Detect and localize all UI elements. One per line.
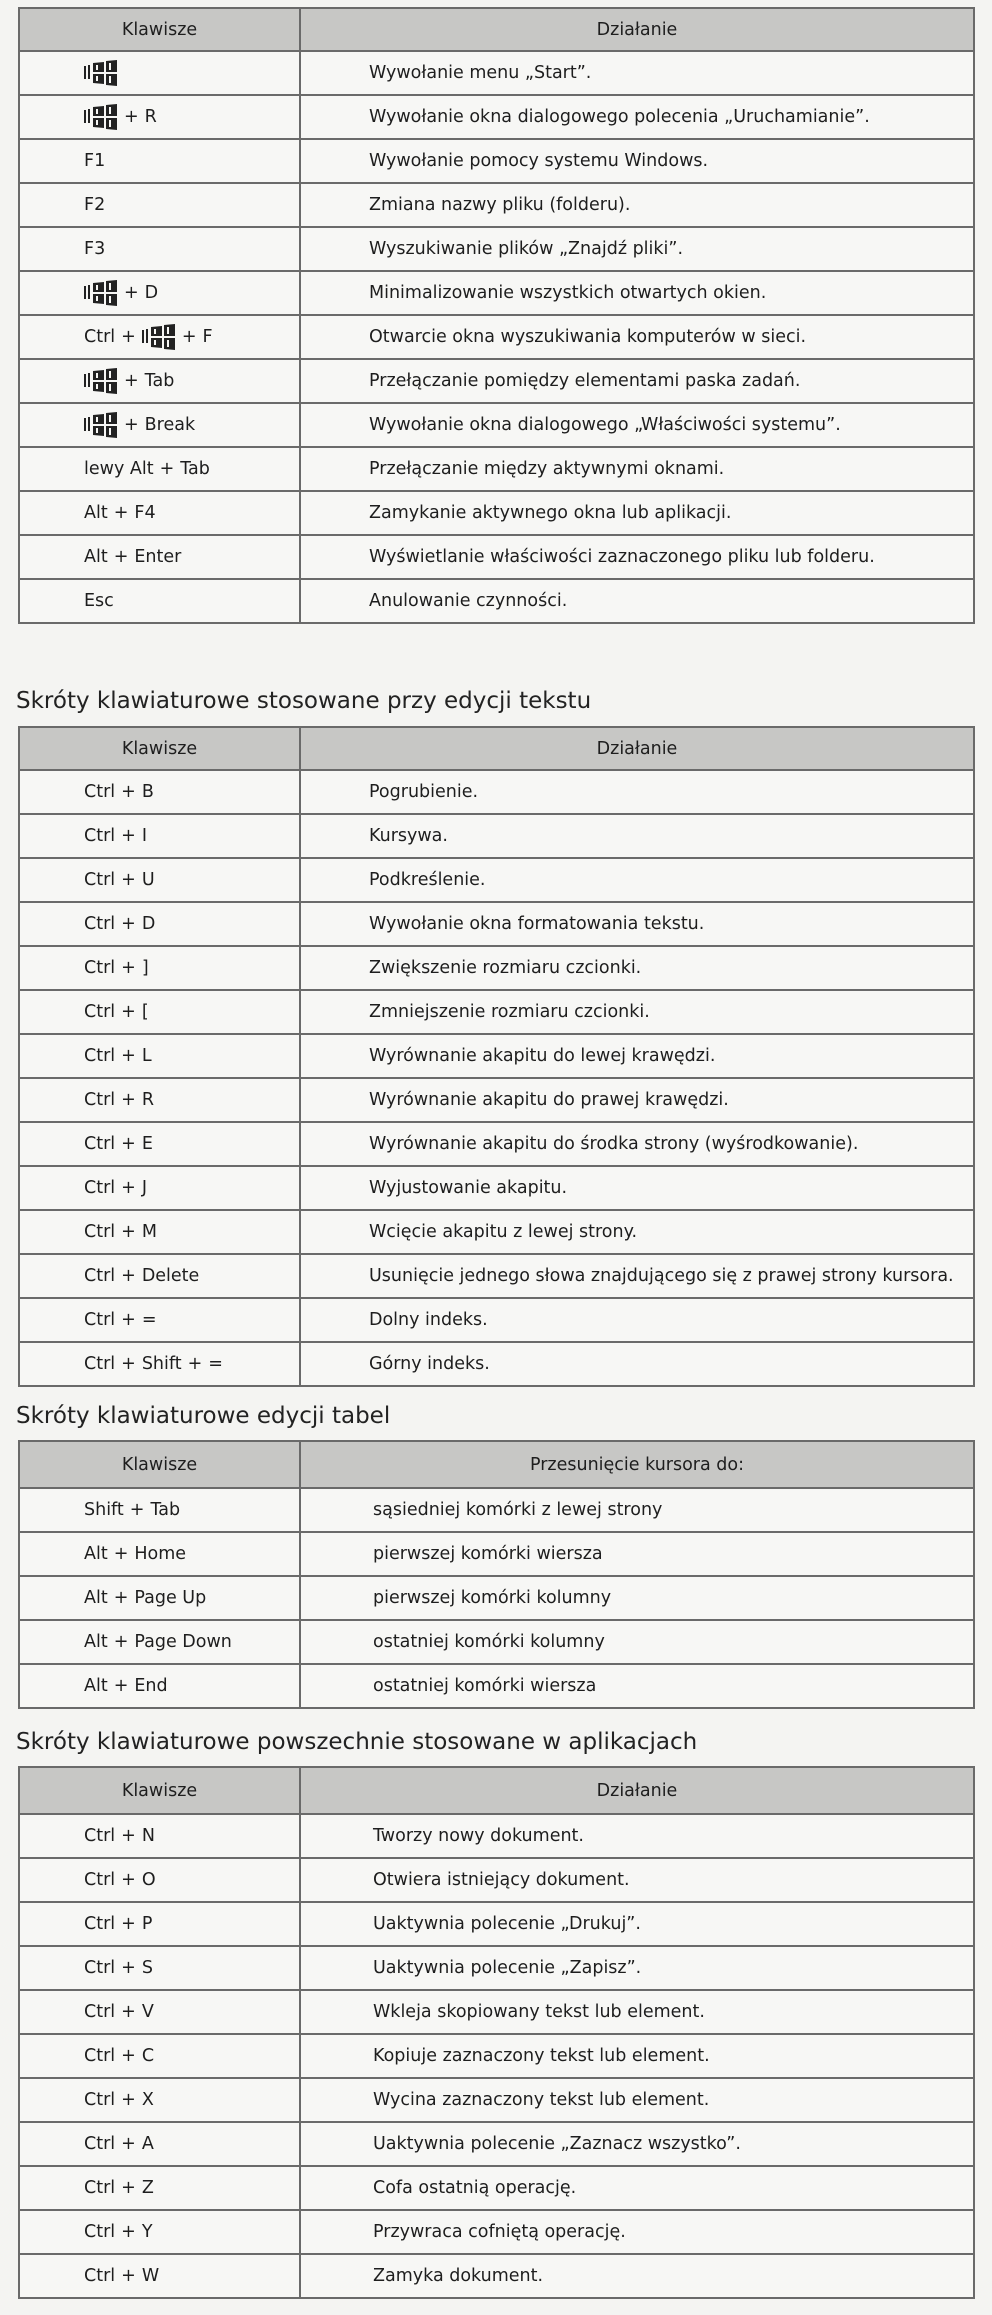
key-label: Ctrl (84, 1134, 116, 1154)
shortcut-keys (19, 2122, 300, 2166)
plus-separator: + (121, 1310, 136, 1330)
key-label: Ctrl (84, 1354, 116, 1374)
shortcut-keys (19, 315, 300, 359)
table-row (19, 1298, 974, 1342)
key-label: Page Up (134, 1588, 207, 1608)
text-editing-shortcuts-table (18, 726, 975, 1387)
shortcut-keys (19, 990, 300, 1034)
table-row (19, 1946, 974, 1990)
shortcut-keys (19, 1902, 300, 1946)
key-label: Alt (84, 547, 108, 567)
shortcut-action: Wcięcie akapitu z lewej strony. (300, 1210, 974, 1254)
key-label: F3 (84, 239, 106, 259)
shortcut-keys (19, 2166, 300, 2210)
table-row (19, 51, 974, 95)
shortcut-action: Wywołanie pomocy systemu Windows. (300, 139, 974, 183)
plus-separator: + (121, 2002, 136, 2022)
shortcut-action: Kopiuje zaznaczony tekst lub element. (300, 2034, 974, 2078)
shortcut-action: Otwiera istniejący dokument. (300, 1858, 974, 1902)
key-label: Shift (141, 1354, 182, 1374)
key-label: Shift (84, 1500, 124, 1520)
key-label: Ctrl (84, 1266, 116, 1286)
shortcut-keys (19, 1990, 300, 2034)
plus-separator: + (121, 2222, 136, 2242)
column-header-keys: Klawisze (19, 727, 300, 770)
windows-key-icon (84, 411, 118, 439)
table-row (19, 1620, 974, 1664)
key-label: Z (141, 2178, 154, 2198)
plus-separator: + (113, 1676, 129, 1696)
table-row (19, 1254, 974, 1298)
shortcut-action: Wycina zaznaczony tekst lub element. (300, 2078, 974, 2122)
key-label: Ctrl (84, 1178, 116, 1198)
key-label: A (141, 2134, 154, 2154)
plus-separator: + (121, 1870, 136, 1890)
plus-separator: + (121, 914, 136, 934)
key-label: Esc (84, 591, 114, 611)
key-label: Page Down (134, 1632, 232, 1652)
table-row (19, 2166, 974, 2210)
key-label: X (141, 2090, 154, 2110)
shortcut-keys (19, 51, 300, 95)
shortcut-action: Otwarcie okna wyszukiwania komputerów w sieci. (300, 315, 974, 359)
table-row (19, 1576, 974, 1620)
shortcut-keys (19, 770, 300, 814)
key-label: O (141, 1870, 156, 1890)
key-label: Ctrl (84, 1222, 116, 1242)
shortcut-action: Zamykanie aktywnego okna lub aplikacji. (300, 491, 974, 535)
plus-separator: + (113, 503, 129, 523)
key-label: Ctrl (84, 1310, 116, 1330)
shortcut-action: Wyszukiwanie plików „Znajdź pliki”. (300, 227, 974, 271)
shortcut-action: Wyrównanie akapitu do środka strony (wyśrodkowanie). (300, 1122, 974, 1166)
table-row (19, 814, 974, 858)
key-label: Ctrl (84, 914, 116, 934)
key-label: Ctrl (84, 2178, 116, 2198)
shortcut-action: ostatniej komórki kolumny (300, 1620, 974, 1664)
column-header-action: Przesunięcie kursora do: (300, 1441, 974, 1488)
shortcut-keys (19, 946, 300, 990)
shortcut-action: Podkreślenie. (300, 858, 974, 902)
column-header-action: Działanie (300, 1767, 974, 1814)
plus-separator: + (121, 2178, 136, 2198)
table-row (19, 1814, 974, 1858)
key-label: Ctrl (84, 2266, 116, 2286)
key-label: Ctrl (84, 782, 116, 802)
table-row (19, 2078, 974, 2122)
table-header-row (19, 1441, 974, 1488)
shortcut-action: Pogrubienie. (300, 770, 974, 814)
shortcut-action: sąsiedniej komórki z lewej strony (300, 1488, 974, 1532)
key-label: Ctrl (84, 2046, 116, 2066)
table-header-row (19, 727, 974, 770)
table-header-row (19, 8, 974, 51)
table-row (19, 315, 974, 359)
shortcut-keys (19, 139, 300, 183)
shortcut-keys (19, 579, 300, 623)
shortcut-action: Wyświetlanie właściwości zaznaczonego pliku lub folderu. (300, 535, 974, 579)
plus-separator: + (124, 283, 139, 303)
shortcut-keys (19, 95, 300, 139)
table-row (19, 579, 974, 623)
table-row (19, 491, 974, 535)
key-label: B (141, 782, 154, 802)
shortcut-keys (19, 2254, 300, 2298)
key-label: F1 (84, 151, 106, 171)
key-label: N (141, 1826, 155, 1846)
key-label: Ctrl (84, 870, 116, 890)
key-label: End (134, 1676, 168, 1696)
shortcut-action: Zwiększenie rozmiaru czcionki. (300, 946, 974, 990)
plus-separator: + (121, 1826, 136, 1846)
table-row (19, 139, 974, 183)
shortcut-action: Zmniejszenie rozmiaru czcionki. (300, 990, 974, 1034)
table-row (19, 1034, 974, 1078)
table-editing-shortcuts-table (18, 1440, 975, 1709)
table-row (19, 770, 974, 814)
shortcut-action: Przywraca cofniętą operację. (300, 2210, 974, 2254)
table-row (19, 271, 974, 315)
shortcut-keys (19, 2210, 300, 2254)
table-row (19, 1858, 974, 1902)
shortcut-keys (19, 2078, 300, 2122)
plus-separator: + (113, 1632, 129, 1652)
windows-key-icon (84, 59, 118, 87)
key-label: S (141, 1958, 153, 1978)
table-row (19, 2122, 974, 2166)
plus-separator: + (121, 1090, 136, 1110)
table-row (19, 1902, 974, 1946)
shortcut-keys (19, 535, 300, 579)
shortcut-keys (19, 1166, 300, 1210)
key-label: Alt (84, 1544, 108, 1564)
shortcut-keys (19, 1858, 300, 1902)
key-label: I (141, 826, 147, 846)
shortcut-keys (19, 1210, 300, 1254)
shortcut-action: Uaktywnia polecenie „Drukuj”. (300, 1902, 974, 1946)
section-title-text-editing: Skróty klawiaturowe stosowane przy edycji tekstu (16, 688, 592, 714)
key-label: Delete (141, 1266, 200, 1286)
plus-separator: + (121, 870, 136, 890)
plus-separator: + (113, 1588, 129, 1608)
windows-key-icon (84, 279, 118, 307)
table-row (19, 1532, 974, 1576)
key-label: R (141, 1090, 154, 1110)
key-label: Y (141, 2222, 153, 2242)
shortcut-action: Wyrównanie akapitu do prawej krawędzi. (300, 1078, 974, 1122)
shortcut-keys (19, 359, 300, 403)
key-label: E (141, 1134, 153, 1154)
key-label: Alt (84, 1588, 108, 1608)
plus-separator: + (121, 2134, 136, 2154)
shortcut-action: Uaktywnia polecenie „Zaznacz wszystko”. (300, 2122, 974, 2166)
key-label: M (141, 1222, 157, 1242)
column-header-keys: Klawisze (19, 1441, 300, 1488)
plus-separator: + (121, 1266, 136, 1286)
shortcut-keys (19, 447, 300, 491)
key-label: Ctrl (84, 826, 116, 846)
plus-separator: + (121, 1134, 136, 1154)
plus-separator: + (159, 459, 175, 479)
key-label: Ctrl (84, 1826, 116, 1846)
shortcut-keys (19, 227, 300, 271)
key-label: Tab (150, 1500, 181, 1520)
key-label: Ctrl (84, 2090, 116, 2110)
table-row (19, 858, 974, 902)
table-row (19, 359, 974, 403)
key-label: W (141, 2266, 160, 2286)
shortcut-action: Górny indeks. (300, 1342, 974, 1386)
key-label: D (141, 914, 156, 934)
shortcut-action: Wywołanie menu „Start”. (300, 51, 974, 95)
shortcut-action: Zmiana nazwy pliku (folderu). (300, 183, 974, 227)
shortcut-action: Wywołanie okna dialogowego „Właściwości systemu”. (300, 403, 974, 447)
shortcut-action: Przełączanie między aktywnymi oknami. (300, 447, 974, 491)
key-label: Ctrl (84, 1958, 116, 1978)
windows-shortcuts-table (18, 7, 975, 624)
shortcut-action: pierwszej komórki kolumny (300, 1576, 974, 1620)
key-label: F (202, 327, 213, 347)
plus-separator: + (121, 1958, 136, 1978)
shortcut-action: Wywołanie okna formatowania tekstu. (300, 902, 974, 946)
shortcut-action: Uaktywnia polecenie „Zapisz”. (300, 1946, 974, 1990)
plus-separator: + (121, 1222, 136, 1242)
key-label: lewy Alt (84, 459, 154, 479)
shortcut-keys (19, 1078, 300, 1122)
plus-separator: + (129, 1500, 145, 1520)
shortcut-action: Anulowanie czynności. (300, 579, 974, 623)
key-label: Alt (84, 1632, 108, 1652)
table-row (19, 535, 974, 579)
key-label: L (141, 1046, 152, 1066)
plus-separator: + (121, 2046, 136, 2066)
key-label: Ctrl (84, 2222, 116, 2242)
key-label: Tab (144, 371, 175, 391)
key-label: J (141, 1178, 147, 1198)
shortcut-keys (19, 1946, 300, 1990)
section-title-applications: Skróty klawiaturowe powszechnie stosowane w aplikacjach (16, 1729, 698, 1755)
table-row (19, 95, 974, 139)
table-row (19, 1122, 974, 1166)
table-row (19, 1210, 974, 1254)
application-shortcuts-table (18, 1766, 975, 2299)
table-row (19, 1488, 974, 1532)
shortcut-keys (19, 1122, 300, 1166)
shortcut-action: Wywołanie okna dialogowego polecenia „Uruchamianie”. (300, 95, 974, 139)
table-row (19, 183, 974, 227)
shortcut-action: Wyrównanie akapitu do lewej krawędzi. (300, 1034, 974, 1078)
shortcut-action: pierwszej komórki wiersza (300, 1532, 974, 1576)
table-row (19, 1342, 974, 1386)
key-label: Break (144, 415, 196, 435)
plus-separator: + (113, 547, 129, 567)
key-label: Enter (134, 547, 182, 567)
key-label: Ctrl (84, 1870, 116, 1890)
shortcut-action: Wyjustowanie akapitu. (300, 1166, 974, 1210)
table-row (19, 2210, 974, 2254)
table-row (19, 447, 974, 491)
table-row (19, 1166, 974, 1210)
column-header-keys: Klawisze (19, 8, 300, 51)
key-label: P (141, 1914, 153, 1934)
table-header-row (19, 1767, 974, 1814)
shortcut-keys (19, 491, 300, 535)
plus-separator: + (121, 2266, 136, 2286)
key-label: Ctrl (84, 1046, 116, 1066)
shortcut-keys (19, 1298, 300, 1342)
shortcut-keys (19, 814, 300, 858)
plus-separator: + (121, 782, 136, 802)
key-label: V (141, 2002, 154, 2022)
shortcut-keys (19, 1576, 300, 1620)
key-label: Ctrl (84, 958, 116, 978)
windows-key-icon (84, 367, 118, 395)
shortcut-keys (19, 183, 300, 227)
key-label: Ctrl (84, 1090, 116, 1110)
table-row (19, 1990, 974, 2034)
plus-separator: + (124, 371, 139, 391)
shortcut-keys (19, 1814, 300, 1858)
key-label: Ctrl (84, 327, 116, 347)
shortcut-action: Usunięcie jednego słowa znajdującego się z prawej strony kursora. (300, 1254, 974, 1298)
key-label: Tab (180, 459, 210, 479)
plus-separator: + (121, 1002, 136, 1022)
table-row (19, 2254, 974, 2298)
plus-separator: + (121, 1354, 136, 1374)
key-label: Alt (84, 503, 108, 523)
shortcut-keys (19, 403, 300, 447)
key-label: C (141, 2046, 155, 2066)
key-label: Ctrl (84, 1914, 116, 1934)
shortcut-action: Dolny indeks. (300, 1298, 974, 1342)
key-label: Alt (84, 1676, 108, 1696)
column-header-action: Działanie (300, 727, 974, 770)
key-label: Ctrl (84, 1002, 116, 1022)
shortcut-keys (19, 1034, 300, 1078)
plus-separator: + (121, 1914, 136, 1934)
key-label: F4 (134, 503, 156, 523)
key-label: Home (134, 1544, 187, 1564)
shortcut-action: Kursywa. (300, 814, 974, 858)
key-label: R (144, 107, 157, 127)
plus-separator: + (113, 1544, 129, 1564)
shortcut-action: Cofa ostatnią operację. (300, 2166, 974, 2210)
column-header-keys: Klawisze (19, 1767, 300, 1814)
shortcut-action: Minimalizowanie wszystkich otwartych okien. (300, 271, 974, 315)
key-label: F2 (84, 195, 106, 215)
shortcut-keys (19, 1532, 300, 1576)
plus-separator: + (121, 2090, 136, 2110)
table-row (19, 2034, 974, 2078)
table-row (19, 946, 974, 990)
shortcut-keys (19, 1620, 300, 1664)
shortcut-keys (19, 1488, 300, 1532)
key-label: = (141, 1310, 157, 1330)
plus-separator: + (121, 958, 136, 978)
shortcut-action: Zamyka dokument. (300, 2254, 974, 2298)
plus-separator: + (121, 826, 136, 846)
key-label: [ (141, 1002, 149, 1022)
plus-separator: + (124, 415, 139, 435)
windows-key-icon (142, 323, 176, 351)
key-label: Ctrl (84, 2002, 116, 2022)
shortcut-action: Tworzy nowy dokument. (300, 1814, 974, 1858)
table-row (19, 1078, 974, 1122)
shortcut-keys (19, 902, 300, 946)
shortcut-action: Wkleja skopiowany tekst lub element. (300, 1990, 974, 2034)
key-label: Ctrl (84, 2134, 116, 2154)
section-title-table-editing: Skróty klawiaturowe edycji tabel (16, 1403, 391, 1429)
key-label: U (141, 870, 155, 890)
table-row (19, 990, 974, 1034)
table-row (19, 1664, 974, 1708)
plus-separator: + (124, 107, 139, 127)
plus-separator: + (121, 1178, 136, 1198)
plus-separator: + (187, 1354, 203, 1374)
key-label: D (144, 283, 159, 303)
key-label: = (208, 1354, 223, 1374)
table-row (19, 227, 974, 271)
shortcut-action: ostatniej komórki wiersza (300, 1664, 974, 1708)
shortcut-keys (19, 271, 300, 315)
table-row (19, 902, 974, 946)
plus-separator: + (181, 327, 197, 347)
windows-key-icon (84, 103, 118, 131)
plus-separator: + (121, 1046, 136, 1066)
plus-separator: + (121, 327, 136, 347)
shortcut-keys (19, 858, 300, 902)
shortcut-keys (19, 1254, 300, 1298)
column-header-action: Działanie (300, 8, 974, 51)
shortcut-keys (19, 1342, 300, 1386)
key-label: ] (141, 958, 149, 978)
shortcut-keys (19, 1664, 300, 1708)
shortcut-keys (19, 2034, 300, 2078)
shortcut-action: Przełączanie pomiędzy elementami paska zadań. (300, 359, 974, 403)
table-row (19, 403, 974, 447)
